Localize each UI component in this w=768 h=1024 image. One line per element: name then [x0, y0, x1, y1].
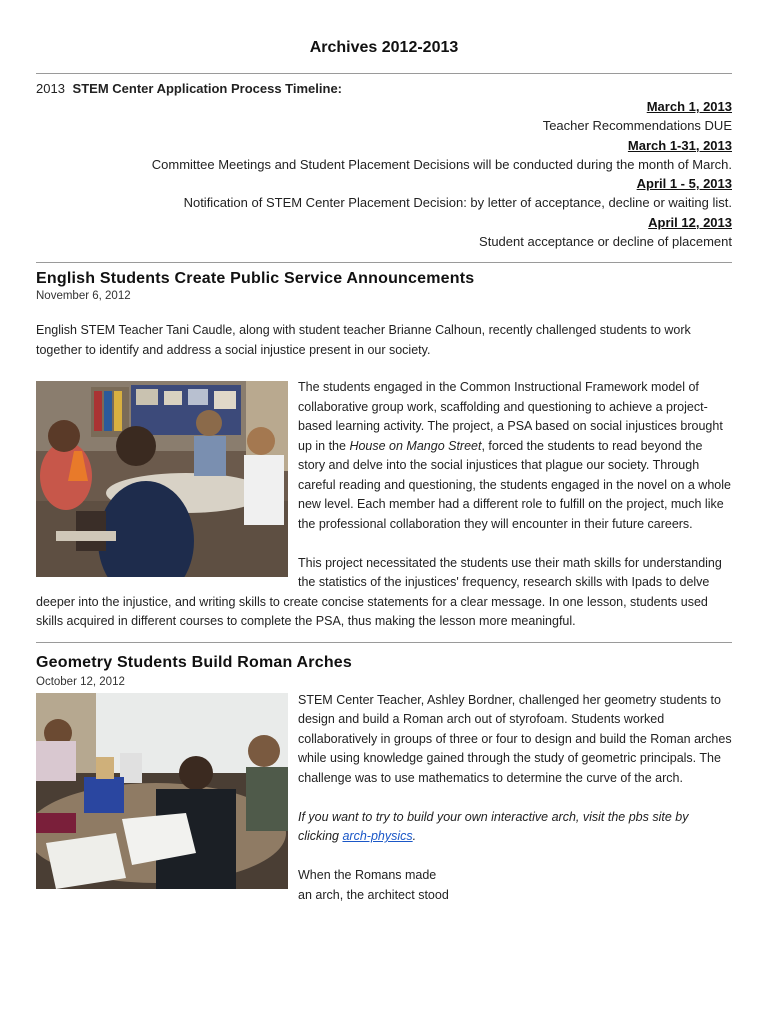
timeline-date: April 1 - 5, 2013 [636, 176, 732, 192]
article-title: English Students Create Public Service Announcements [36, 270, 475, 288]
article-paragraph: This project necessitated the students use their math skills for understanding the statistics of the injustices' frequency, research skills with Ipads to delve deeper into the injustice, and writing skills to create concise statements for a clear message. In one lesson, students used skills acquired in different courses to complete the PSA, thus making the lesson more meaningful. [36, 555, 722, 629]
article-body [36, 378, 732, 632]
divider [36, 262, 732, 263]
timeline-heading [36, 81, 732, 97]
classroom-photo [36, 381, 288, 577]
timeline-text: Student acceptance or decline of placement [479, 234, 732, 250]
article-title: Geometry Students Build Roman Arches [36, 653, 352, 671]
divider [36, 73, 732, 74]
timeline-date: April 12, 2013 [648, 214, 732, 230]
timeline-text: Committee Meetings and Student Placement Decisions will be conducted during the month of March. [151, 156, 732, 172]
timeline-text: Notification of STEM Center Placement Decision: by letter of acceptance, decline or waiting list. [183, 195, 732, 211]
article-date: November 6, 2012 [36, 290, 131, 303]
article-english-psa [36, 269, 732, 632]
article-date: October 12, 2012 [36, 675, 125, 688]
timeline-text: Teacher Recommendations DUE [542, 118, 732, 134]
page [36, 0, 732, 905]
classroom-photo [36, 693, 288, 889]
divider [36, 642, 732, 643]
article-body [36, 691, 732, 906]
article-paragraph: English STEM Teacher Tani Caudle, along with student teacher Brianne Calhoun, recently challenged students to work together to identify and address a social injustice present in our society. [36, 323, 691, 357]
timeline-list [36, 97, 732, 251]
article-paragraph: The students engaged in the Common Instructional Framework model of collaborative group work, scaffolding and questioning to achieve a project-based learning activity. The project, a PSA based on social injustices brought up in the House on Mango Street, forced the students to read beyond the story and delve into the social injustices that plague our society. Through careful reading and questioning, the students engaged in the novel on a whole new level. Each member had a different role to fulfill on the project, much like the professional collaboration they will encounter in their future careers. [298, 380, 731, 531]
timeline-date: March 1-31, 2013 [627, 137, 732, 153]
timeline-date: March 1, 2013 [646, 99, 732, 114]
page-title: Archives 2012-2013 [309, 39, 459, 56]
timeline-title: STEM Center Application Process Timeline: [72, 81, 342, 96]
article-paragraph: If you want to try to build your own interactive arch, visit the pbs site by clicking arch-physics. [298, 809, 689, 844]
article-paragraph: STEM Center Teacher, Ashley Bordner, challenged her geometry students to design and build a Roman arch out of styrofoam. Students worked collaboratively in groups of three or four to design and build the Roman arches while using knowledge gained through the study of geometric principals. The challenge was to use mathematics to determine the curve of the arch. [298, 692, 732, 785]
arch-physics-link[interactable]: arch-physics [342, 829, 413, 844]
article-geometry-arches [36, 653, 732, 906]
timeline-year: 2013 [36, 81, 65, 96]
article-paragraph: When the Romans made an arch, the architect stood [298, 868, 449, 902]
